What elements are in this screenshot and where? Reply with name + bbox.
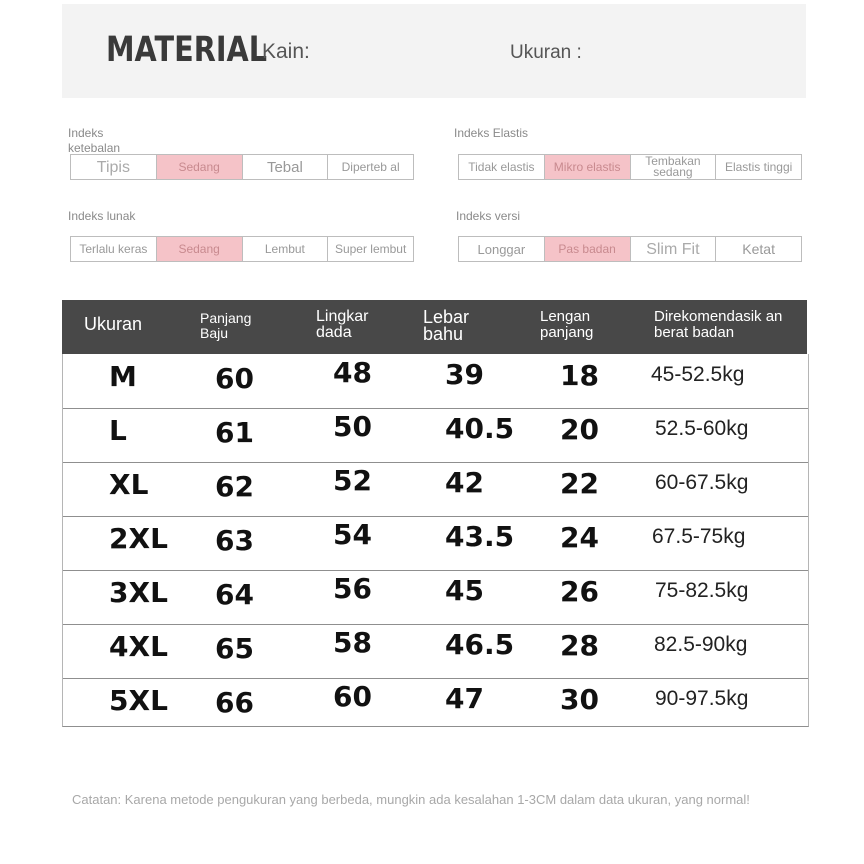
cell-size: M [109, 360, 137, 393]
cell-chest: 50 [333, 410, 372, 443]
material-bar [62, 4, 806, 98]
header-size: Ukuran [84, 314, 143, 334]
table-row [63, 516, 808, 571]
cell-length: 65 [215, 632, 254, 665]
cell-length: 61 [215, 416, 254, 449]
table-row [63, 624, 808, 679]
soft-index-title: Indeks lunak [68, 209, 136, 223]
cell-weight: 75-82.5kg [655, 579, 749, 602]
cell-chest: 52 [333, 464, 372, 497]
version-option: Longgar [459, 237, 545, 261]
thickness-option-selected: Sedang [157, 155, 243, 179]
cell-size: XL [109, 468, 149, 501]
cell-sleeve: 18 [560, 359, 599, 392]
version-option: Slim Fit [631, 237, 717, 261]
cell-sleeve: 24 [560, 521, 599, 554]
cell-shoulder: 47 [445, 682, 484, 715]
cell-shoulder: 42 [445, 466, 484, 499]
cell-size: 5XL [109, 684, 168, 717]
cell-weight: 82.5-90kg [654, 633, 748, 656]
cell-weight: 45-52.5kg [651, 363, 745, 386]
cell-chest: 56 [333, 572, 372, 605]
cell-chest: 58 [333, 626, 372, 659]
elastic-option: Tidak elastis [459, 155, 545, 179]
thickness-option: Tebal [243, 155, 329, 179]
soft-option: Lembut [243, 237, 329, 261]
elastic-index-title: Indeks Elastis [454, 126, 529, 140]
size-label: Ukuran : [510, 42, 582, 63]
cell-shoulder: 39 [445, 358, 484, 391]
cell-weight: 60-67.5kg [655, 471, 749, 494]
soft-scale [70, 236, 414, 262]
cell-shoulder: 45 [445, 574, 484, 607]
cell-shoulder: 43.5 [445, 520, 515, 553]
table-row [63, 462, 808, 517]
header-length: Panjang Baju [200, 310, 252, 341]
thickness-index-title: Indeks ketebalan [68, 126, 121, 155]
header-chest: Lingkar dada [316, 308, 369, 341]
thickness-option: Diperteb al [341, 159, 400, 174]
table-row [63, 408, 808, 463]
cell-sleeve: 30 [560, 683, 599, 716]
cell-sleeve: 26 [560, 575, 599, 608]
size-table-body [62, 354, 809, 727]
table-row [63, 354, 808, 409]
fabric-label: Kain: [262, 40, 310, 63]
cell-sleeve: 22 [560, 467, 599, 500]
cell-weight: 90-97.5kg [655, 687, 749, 710]
cell-size: 3XL [109, 576, 168, 609]
thickness-option: Tipis [71, 155, 157, 179]
cell-size: L [109, 414, 127, 447]
measurement-note: Catatan: Karena metode pengukuran yang berbeda, mungkin ada kesalahan 1-3CM dalam data ukuran, yang normal! [72, 792, 750, 807]
soft-option-selected: Sedang [157, 237, 243, 261]
cell-weight: 67.5-75kg [652, 525, 746, 548]
cell-chest: 60 [333, 680, 372, 713]
version-option: Ketat [742, 240, 775, 257]
table-row [63, 570, 808, 625]
table-row [63, 678, 808, 726]
cell-chest: 48 [333, 356, 372, 389]
header-weight: Direkomendasik an berat badan [654, 308, 783, 341]
cell-length: 66 [215, 686, 254, 719]
cell-length: 63 [215, 524, 254, 557]
soft-option: Super lembut [334, 241, 407, 256]
version-option-selected: Pas badan [545, 237, 631, 261]
version-scale [458, 236, 802, 262]
elastic-option-selected: Mikro elastis [545, 155, 631, 179]
cell-shoulder: 40.5 [445, 412, 515, 445]
elastic-option: Tembakan sedang [631, 155, 717, 179]
cell-sleeve: 28 [560, 629, 599, 662]
cell-size: 4XL [109, 630, 168, 663]
size-table-header [62, 300, 807, 354]
cell-chest: 54 [333, 518, 372, 551]
header-shoulder: Lebar bahu [423, 307, 470, 344]
elastic-scale [458, 154, 802, 180]
cell-size: 2XL [109, 522, 168, 555]
cell-length: 64 [215, 578, 254, 611]
header-sleeve: Lengan panjang [540, 308, 594, 341]
material-title: MATERIAL [106, 30, 268, 70]
cell-shoulder: 46.5 [445, 628, 515, 661]
cell-length: 62 [215, 470, 254, 503]
elastic-option: Elastis tinggi [724, 159, 793, 174]
version-index-title: Indeks versi [456, 209, 521, 223]
cell-length: 60 [215, 362, 254, 395]
cell-sleeve: 20 [560, 413, 599, 446]
soft-option: Terlalu keras [71, 237, 157, 261]
cell-weight: 52.5-60kg [655, 417, 749, 440]
thickness-scale [70, 154, 414, 180]
